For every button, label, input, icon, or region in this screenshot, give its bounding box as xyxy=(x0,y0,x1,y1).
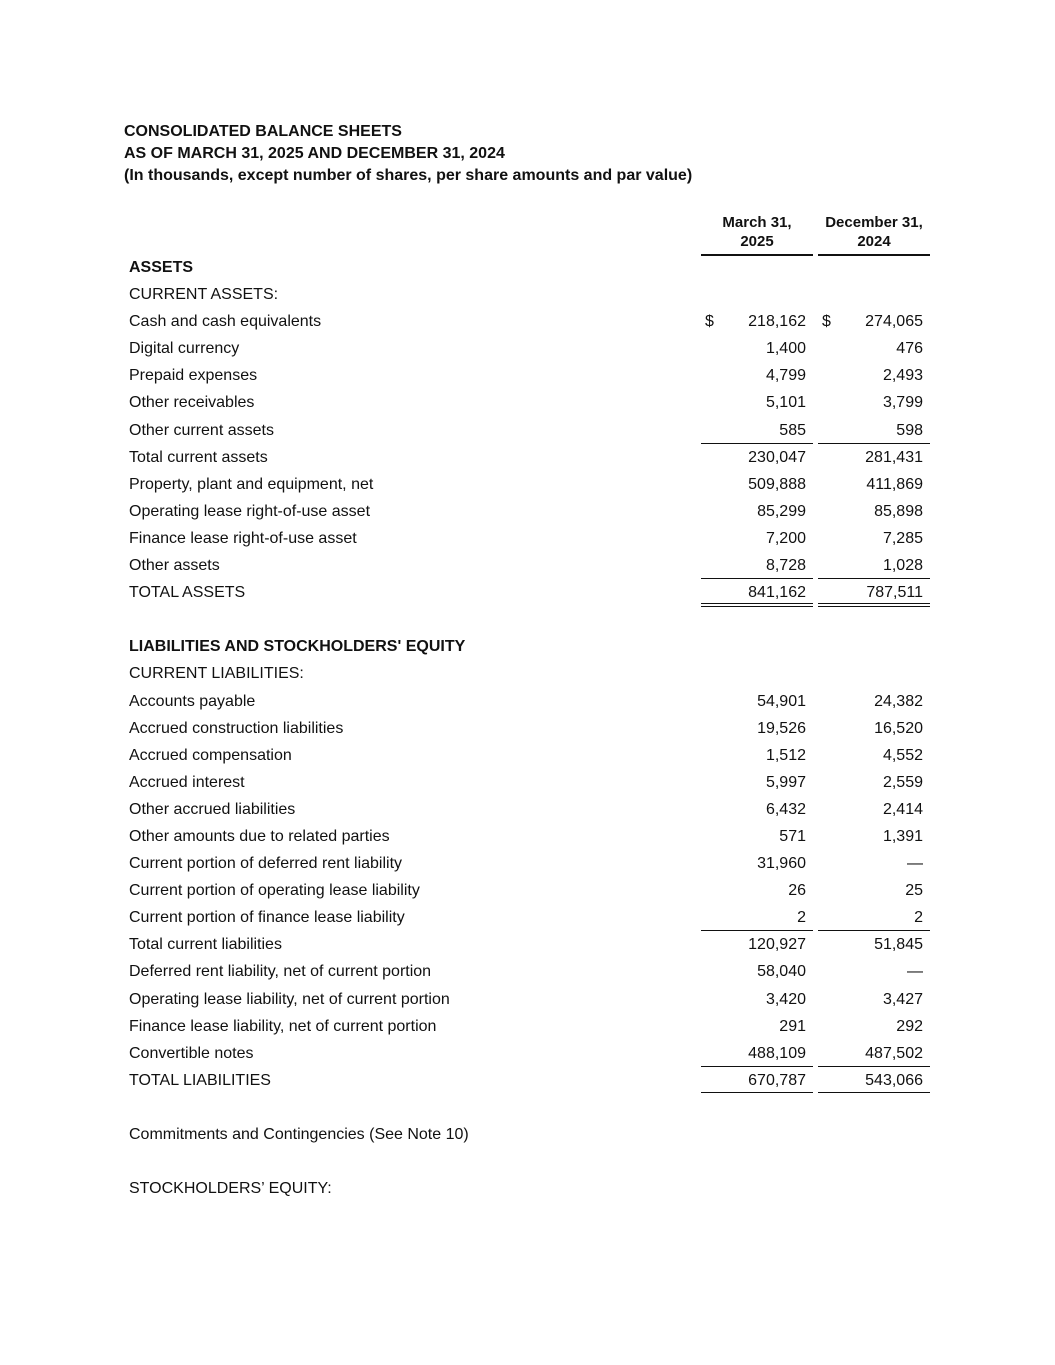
table-row xyxy=(0,552,1055,579)
amount: 509,888 xyxy=(748,475,806,493)
row-label: Other receivables xyxy=(129,394,255,412)
table-row xyxy=(0,823,1055,850)
row-label: TOTAL LIABILITIES xyxy=(129,1071,271,1089)
amount: 476 xyxy=(896,340,923,358)
row-label: Current portion of deferred rent liability xyxy=(129,855,403,873)
value-march-2025 xyxy=(701,1013,813,1039)
value-december-2024 xyxy=(818,1040,930,1066)
value-march-2025 xyxy=(701,335,813,361)
value-march-2025 xyxy=(701,471,813,497)
value-march-2025 xyxy=(701,742,813,768)
value-december-2024 xyxy=(818,498,930,524)
amount: 7,200 xyxy=(765,529,806,547)
value-december-2024 xyxy=(818,930,930,957)
row-label: Current portion of operating lease liability xyxy=(129,882,420,900)
amount: 2,414 xyxy=(882,800,923,818)
table-row xyxy=(0,308,1055,335)
amount: 488,109 xyxy=(748,1044,806,1062)
value-march-2025 xyxy=(701,308,813,334)
amount: 670,787 xyxy=(748,1071,806,1089)
amount: 292 xyxy=(896,1017,923,1035)
row-label: Accrued interest xyxy=(129,773,245,791)
table-row xyxy=(0,471,1055,498)
value-december-2024 xyxy=(818,1066,930,1093)
title: CONSOLIDATED BALANCE SHEETS xyxy=(124,123,402,140)
amount: 3,420 xyxy=(765,990,806,1008)
amount: 571 xyxy=(779,827,806,845)
value-december-2024 xyxy=(818,823,930,849)
amount: 2,559 xyxy=(882,773,923,791)
value-december-2024 xyxy=(818,986,930,1012)
table-row xyxy=(0,606,1055,633)
value-december-2024 xyxy=(818,362,930,388)
amount: 3,799 xyxy=(882,394,923,412)
column-header-line2: 2025 xyxy=(740,233,774,250)
value-december-2024 xyxy=(818,471,930,497)
amount: 54,901 xyxy=(757,692,806,710)
amount: 787,511 xyxy=(866,584,923,602)
row-label: STOCKHOLDERS’ EQUITY: xyxy=(129,1180,332,1198)
row-label: Digital currency xyxy=(129,340,240,358)
amount: 26 xyxy=(788,882,806,900)
value-december-2024 xyxy=(818,688,930,714)
value-march-2025 xyxy=(701,417,813,443)
column-header-line1: March 31, xyxy=(722,214,792,231)
value-march-2025 xyxy=(701,1040,813,1066)
table-row xyxy=(0,335,1055,362)
amount: 8,728 xyxy=(765,557,806,575)
table-row xyxy=(0,904,1055,931)
row-label: Other amounts due to related parties xyxy=(129,827,390,845)
row-label: Accrued construction liabilities xyxy=(129,719,344,737)
row-label: Cash and cash equivalents xyxy=(129,313,322,331)
value-december-2024 xyxy=(818,308,930,334)
table-row xyxy=(0,796,1055,823)
value-december-2024 xyxy=(818,525,930,551)
table-row xyxy=(0,715,1055,742)
amount: 281,431 xyxy=(865,448,923,466)
row-label: LIABILITIES AND STOCKHOLDERS' EQUITY xyxy=(129,638,466,656)
table-row xyxy=(0,1094,1055,1121)
value-march-2025 xyxy=(701,904,813,930)
row-label: TOTAL ASSETS xyxy=(129,584,246,602)
row-label: Finance lease liability, net of current portion xyxy=(129,1017,437,1035)
row-label: Deferred rent liability, net of current portion xyxy=(129,963,432,981)
value-december-2024 xyxy=(818,335,930,361)
amount: 411,869 xyxy=(866,475,923,493)
value-march-2025 xyxy=(701,877,813,903)
value-december-2024 xyxy=(818,1013,930,1039)
table-row xyxy=(0,877,1055,904)
value-march-2025 xyxy=(701,850,813,876)
value-december-2024 xyxy=(818,796,930,822)
balance-sheet-table xyxy=(0,254,1055,1202)
row-label: Property, plant and equipment, net xyxy=(129,475,374,493)
amount: 2 xyxy=(914,909,923,927)
currency-symbol: $ xyxy=(822,313,831,331)
value-december-2024 xyxy=(818,578,930,607)
table-row xyxy=(0,417,1055,444)
table-row xyxy=(0,986,1055,1013)
row-label: CURRENT ASSETS: xyxy=(129,286,279,304)
value-december-2024 xyxy=(818,389,930,415)
table-row xyxy=(0,498,1055,525)
value-march-2025 xyxy=(701,930,813,957)
row-label: Other current assets xyxy=(129,421,274,439)
amount: 585 xyxy=(779,421,806,439)
amount: 291 xyxy=(779,1017,806,1035)
amount: — xyxy=(907,855,923,873)
row-label: Current portion of finance lease liability xyxy=(129,909,405,927)
amount: 25 xyxy=(905,882,923,900)
value-march-2025 xyxy=(701,688,813,714)
table-row xyxy=(0,769,1055,796)
amount: 6,432 xyxy=(765,800,806,818)
value-december-2024 xyxy=(818,552,930,578)
amount: 19,526 xyxy=(757,719,806,737)
amount: 1,512 xyxy=(765,746,806,764)
amount: 1,400 xyxy=(765,340,806,358)
value-march-2025 xyxy=(701,986,813,1012)
row-label: Operating lease right-of-use asset xyxy=(129,502,371,520)
value-march-2025 xyxy=(701,552,813,578)
amount: — xyxy=(907,963,923,981)
amount: 4,552 xyxy=(882,746,923,764)
amount: 31,960 xyxy=(757,855,806,873)
amount: 487,502 xyxy=(865,1044,923,1062)
value-march-2025 xyxy=(701,958,813,984)
value-december-2024 xyxy=(818,904,930,930)
value-march-2025 xyxy=(701,1066,813,1093)
value-december-2024 xyxy=(818,715,930,741)
row-label: Finance lease right-of-use asset xyxy=(129,529,357,547)
amount: 1,028 xyxy=(882,557,923,575)
amount: 58,040 xyxy=(757,963,806,981)
amount: 4,799 xyxy=(765,367,806,385)
value-march-2025 xyxy=(701,498,813,524)
amount: 1,391 xyxy=(882,827,923,845)
table-row xyxy=(0,660,1055,687)
amount: 51,845 xyxy=(874,936,923,954)
amount: 218,162 xyxy=(748,313,806,331)
amount: 5,101 xyxy=(765,394,806,412)
value-march-2025 xyxy=(701,362,813,388)
value-march-2025 xyxy=(701,389,813,415)
row-label: CURRENT LIABILITIES: xyxy=(129,665,304,683)
table-row xyxy=(0,1148,1055,1175)
section-heading-row xyxy=(0,254,1055,281)
table-row xyxy=(0,688,1055,715)
amount: 5,997 xyxy=(765,773,806,791)
table-row xyxy=(0,389,1055,416)
amount: 543,066 xyxy=(865,1071,923,1089)
table-row xyxy=(0,362,1055,389)
currency-symbol: $ xyxy=(705,313,714,331)
value-december-2024 xyxy=(818,877,930,903)
value-march-2025 xyxy=(701,715,813,741)
amount: 85,898 xyxy=(874,502,923,520)
row-label: Accrued compensation xyxy=(129,746,292,764)
amount: 24,382 xyxy=(874,692,923,710)
amount: 85,299 xyxy=(757,502,806,520)
value-march-2025 xyxy=(701,443,813,470)
table-row xyxy=(0,444,1055,471)
amount: 598 xyxy=(896,421,923,439)
column-header-december-2024 xyxy=(818,213,930,256)
amount: 7,285 xyxy=(882,529,923,547)
table-row xyxy=(0,742,1055,769)
value-december-2024 xyxy=(818,958,930,984)
row-label: Prepaid expenses xyxy=(129,367,258,385)
value-march-2025 xyxy=(701,823,813,849)
amount: 274,065 xyxy=(865,313,923,331)
row-label: Total current assets xyxy=(129,448,268,466)
amount: 2 xyxy=(797,909,806,927)
value-december-2024 xyxy=(818,443,930,470)
value-december-2024 xyxy=(818,417,930,443)
row-label: Operating lease liability, net of current portion xyxy=(129,990,450,1008)
table-row xyxy=(0,579,1055,606)
value-december-2024 xyxy=(818,769,930,795)
amount: 3,427 xyxy=(882,990,923,1008)
table-row xyxy=(0,958,1055,985)
subtitle: AS OF MARCH 31, 2025 AND DECEMBER 31, 2024 xyxy=(124,145,505,162)
table-row xyxy=(0,1175,1055,1202)
value-march-2025 xyxy=(701,796,813,822)
table-row xyxy=(0,850,1055,877)
amount: 16,520 xyxy=(874,719,923,737)
section-heading-row xyxy=(0,633,1055,660)
row-label: ASSETS xyxy=(129,259,194,276)
table-row xyxy=(0,1013,1055,1040)
column-header-line1: December 31, xyxy=(825,214,923,231)
column-header-march-2025 xyxy=(701,213,813,256)
table-row xyxy=(0,1040,1055,1067)
row-label: Other accrued liabilities xyxy=(129,800,296,818)
value-march-2025 xyxy=(701,578,813,607)
value-march-2025 xyxy=(701,525,813,551)
table-row xyxy=(0,525,1055,552)
column-header-line2: 2024 xyxy=(857,233,891,250)
value-march-2025 xyxy=(701,769,813,795)
table-row xyxy=(0,1067,1055,1094)
row-label: Accounts payable xyxy=(129,692,256,710)
value-december-2024 xyxy=(818,850,930,876)
amount: 2,493 xyxy=(882,367,923,385)
amount: 120,927 xyxy=(748,936,806,954)
row-label: Convertible notes xyxy=(129,1044,254,1062)
table-row xyxy=(0,281,1055,308)
row-label: Other assets xyxy=(129,557,220,575)
table-row xyxy=(0,1121,1055,1148)
amount: 841,162 xyxy=(748,584,806,602)
statement-title xyxy=(124,121,692,187)
value-december-2024 xyxy=(818,742,930,768)
amount: 230,047 xyxy=(748,448,806,466)
row-label: Commitments and Contingencies (See Note 10) xyxy=(129,1126,469,1143)
table-row xyxy=(0,931,1055,958)
row-label: Total current liabilities xyxy=(129,936,282,954)
units-note: (In thousands, except number of shares, per share amounts and par value) xyxy=(124,167,693,184)
